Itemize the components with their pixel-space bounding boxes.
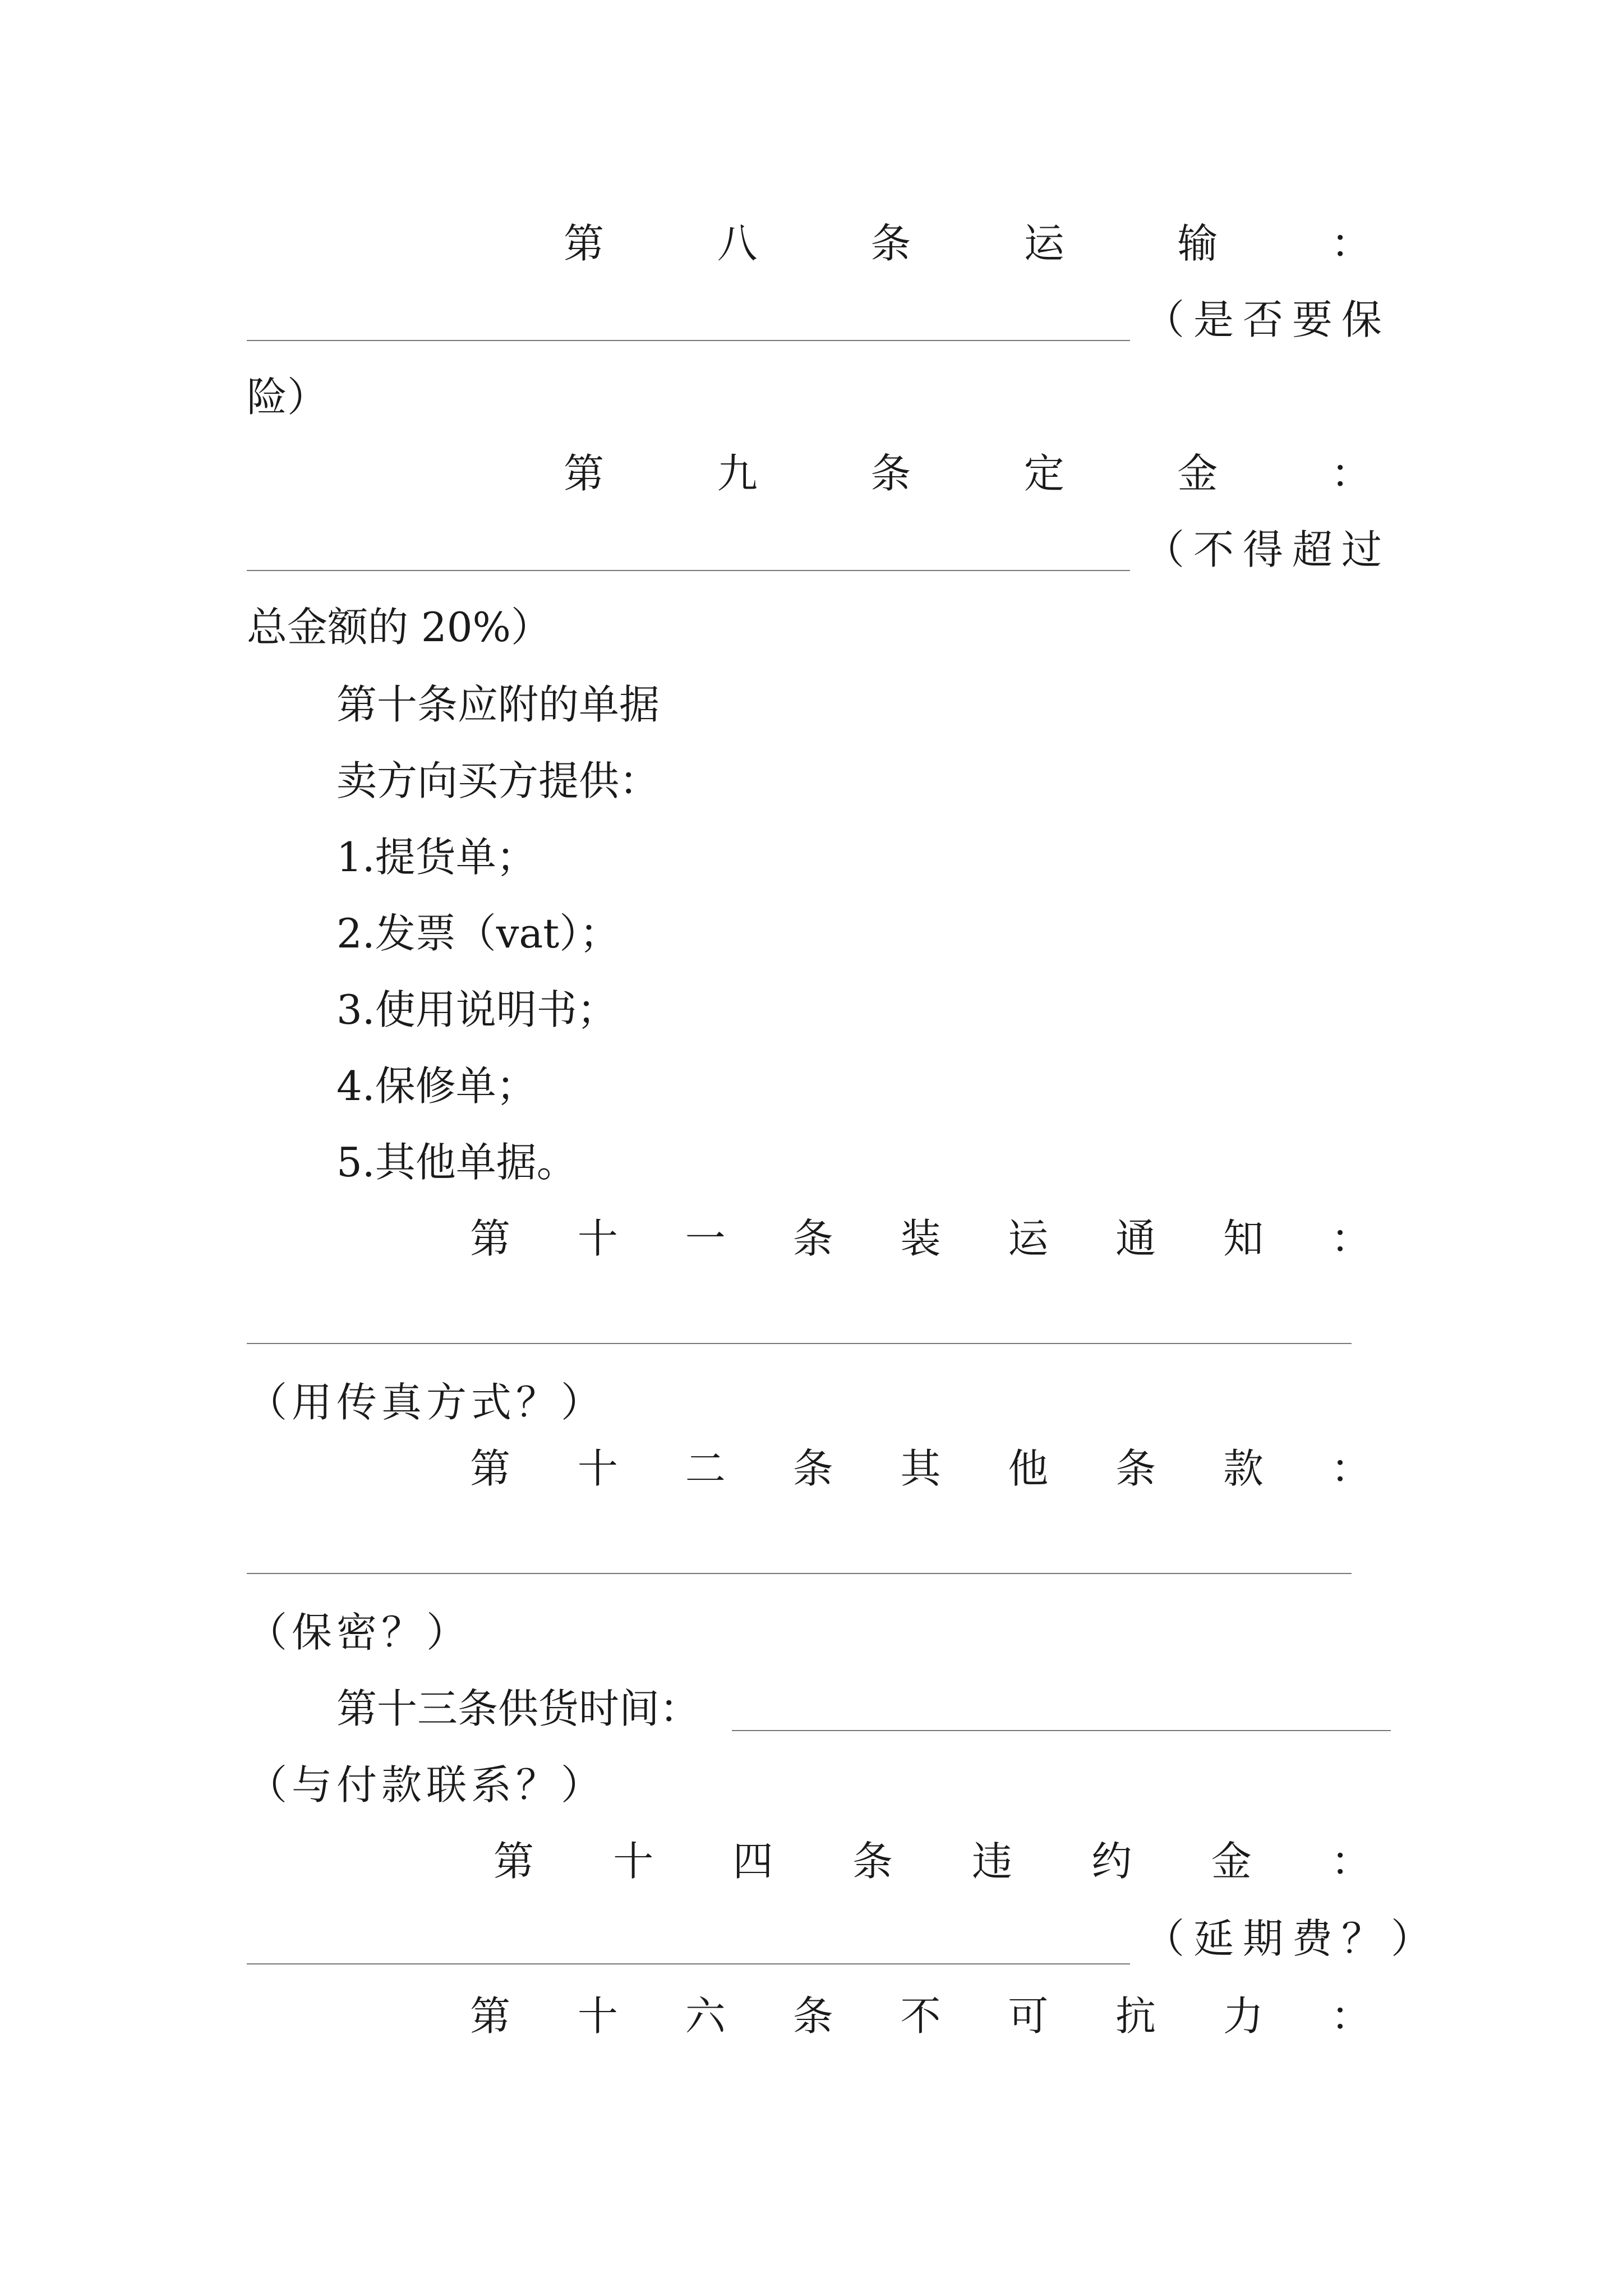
char: 第 [470, 1993, 511, 2040]
char: 知 [1223, 1215, 1264, 1262]
article-14-note: （延期费？） [1144, 1915, 1441, 1962]
document-item-3: 3.使用说明书； [336, 986, 617, 1033]
char: 金 [1211, 1838, 1252, 1885]
char: 第 [494, 1838, 534, 1885]
char: 约 [1091, 1838, 1132, 1885]
char: ： [1330, 220, 1371, 267]
article-12-note: （保密？） [247, 1609, 472, 1656]
char: 条 [792, 1445, 833, 1492]
char: 款 [1223, 1445, 1264, 1492]
article-9-heading [564, 447, 1371, 500]
article-12-heading [470, 1442, 1371, 1496]
char: ： [1330, 450, 1371, 497]
char: 十 [577, 1445, 618, 1492]
char: 输 [1177, 220, 1218, 267]
char: 条 [870, 220, 911, 267]
char: ： [1330, 1993, 1371, 2040]
article-12-fill-line [247, 1573, 1352, 1574]
char: ： [1330, 1838, 1371, 1885]
article-10-heading: 第十条应附的单据 [336, 681, 660, 728]
char: 第 [470, 1215, 511, 1262]
article-9-note: （不得超过 [1144, 526, 1391, 573]
char: ： [1330, 1445, 1371, 1492]
article-9-note-continued: 总金额的 20%） [247, 604, 551, 651]
article-14-fill-line [247, 1963, 1130, 1964]
char: 装 [900, 1215, 941, 1262]
document-item-4: 4.保修单； [336, 1062, 537, 1110]
char: 四 [732, 1838, 773, 1885]
char: 可 [1008, 1993, 1049, 2040]
char: 一 [685, 1215, 726, 1262]
article-11-heading [470, 1212, 1371, 1266]
article-13-note: （与付款联系？） [247, 1761, 606, 1809]
document-item-1: 1.提货单； [336, 834, 537, 881]
article-8-fill-line [247, 340, 1130, 341]
char: 力 [1223, 1993, 1264, 2040]
document-item-5: 5.其他单据。 [336, 1139, 577, 1186]
document-item-2: 2.发票（vat）； [336, 910, 620, 957]
char: 十 [613, 1838, 654, 1885]
article-13-fill-line [732, 1730, 1391, 1731]
article-8-heading [564, 217, 1371, 270]
char: 条 [852, 1838, 893, 1885]
char: 六 [685, 1993, 726, 2040]
char: 第 [470, 1445, 511, 1492]
char: 违 [972, 1838, 1013, 1885]
char: 条 [792, 1215, 833, 1262]
char: 抗 [1115, 1993, 1156, 2040]
article-14-heading [494, 1834, 1371, 1888]
char: 八 [717, 220, 758, 267]
char: 条 [870, 450, 911, 497]
article-9-fill-line [247, 570, 1130, 571]
article-8-note: （是否要保 [1144, 296, 1391, 343]
char: ： [1330, 1215, 1371, 1262]
article-16-heading [470, 1989, 1371, 2043]
char: 金 [1177, 450, 1218, 497]
char: 其 [900, 1445, 941, 1492]
char: 运 [1008, 1215, 1049, 1262]
char: 运 [1023, 220, 1064, 267]
char: 条 [792, 1993, 833, 2040]
article-11-note: （用传真方式？） [247, 1379, 606, 1426]
char: 十 [577, 1215, 618, 1262]
article-11-fill-line [247, 1343, 1352, 1344]
char: 九 [717, 450, 758, 497]
article-8-note-continued: 险） [247, 374, 328, 421]
char: 条 [1115, 1445, 1156, 1492]
char: 第 [564, 220, 605, 267]
char: 第 [564, 450, 605, 497]
char: 不 [900, 1993, 941, 2040]
char: 通 [1115, 1215, 1156, 1262]
article-10-intro: 卖方向买方提供： [336, 757, 660, 804]
char: 十 [577, 1993, 618, 2040]
char: 他 [1008, 1445, 1049, 1492]
char: 定 [1023, 450, 1064, 497]
article-13-heading: 第十三条供货时间： [336, 1685, 700, 1732]
char: 二 [685, 1445, 726, 1492]
